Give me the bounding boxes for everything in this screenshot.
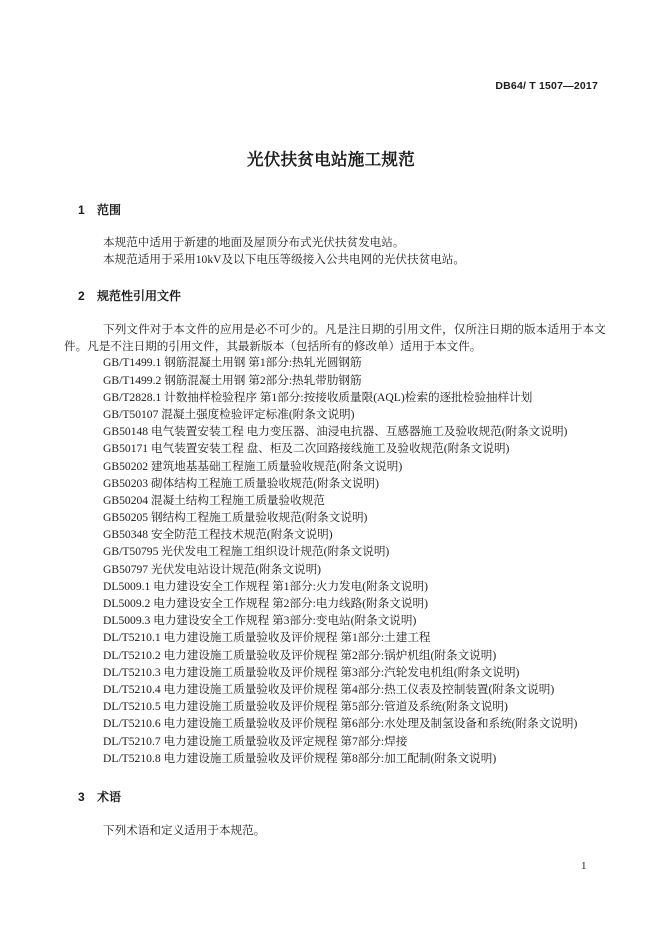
reference-item: DL/T5210.3 电力建设施工质量验收及评价规程 第3部分:汽轮发电机组(附条文说明) — [103, 665, 520, 679]
reference-item: GB50148 电气装置安装工程 电力变压器、油浸电抗器、互感器施工及验收规范(附条文说明) — [103, 425, 568, 439]
standard-code: DB64/ T 1507—2017 — [495, 80, 598, 92]
reference-item: GB50348 安全防范工程技术规范(附条文说明) — [103, 528, 333, 542]
reference-item: GB/T50795 光伏发电工程施工组织设计规范(附条文说明) — [103, 545, 390, 559]
section-title: 规范性引用文件 — [97, 289, 182, 303]
reference-item: GB50205 钢结构工程施工质量验收规范(附条文说明) — [103, 511, 368, 525]
section-number: 2 — [78, 289, 85, 303]
reference-item: DL/T5210.2 电力建设施工质量验收及评价规程 第2部分:锅炉机组(附条文说明) — [103, 648, 497, 662]
section-number: 3 — [78, 790, 85, 804]
intro-line: 件。凡是不注日期的引用文件，其最新版本（包括所有的修改单）适用于本文件。 — [64, 339, 482, 353]
reference-item: GB50202 建筑地基基础工程施工质量验收规范(附条文说明) — [103, 459, 403, 473]
scope-line: 本规范适用于采用10kV及以下电压等级接入公共电网的光伏扶贫电站。 — [103, 252, 465, 266]
section-1-heading — [78, 202, 378, 219]
section-number: 1 — [78, 203, 85, 217]
reference-item: DL/T5210.6 电力建设施工质量验收及评价规程 第6部分:水处理及制氢设备和系统(附条文说明) — [103, 717, 578, 731]
reference-item: DL5009.2 电力建设安全工作规程 第2部分:电力线路(附条文说明) — [103, 597, 428, 611]
reference-item: DL/T5210.4 电力建设施工质量验收及评价规程 第4部分:热工仪表及控制装置(附条文说明) — [103, 682, 555, 696]
reference-item: GB/T1499.1 钢筋混凝土用钢 第1部分:热轧光圆钢筋 — [103, 356, 362, 370]
page-number: 1 — [581, 860, 587, 872]
reference-item: DL/T5210.5 电力建设施工质量验收及评价规程 第5部分:管道及系统(附条文说明) — [103, 700, 508, 714]
section-3-heading — [78, 789, 378, 806]
reference-item: GB50797 光伏发电站设计规范(附条文说明) — [103, 562, 322, 576]
document-title: 光伏扶贫电站施工规范 — [247, 151, 415, 169]
terms-line: 下列术语和定义适用于本规范。 — [103, 823, 266, 837]
scope-line: 本规范中适用于新建的地面及屋顶分布式光伏扶贫发电站。 — [103, 235, 405, 249]
section-2-heading — [78, 288, 378, 305]
section-title: 术语 — [97, 790, 122, 804]
reference-item: GB50203 砌体结构工程施工质量验收规范(附条文说明) — [103, 476, 379, 490]
reference-item: DL5009.1 电力建设安全工作规程 第1部分:火力发电(附条文说明) — [103, 579, 428, 593]
intro-line: 下列文件对于本文件的应用是必不可少的。凡是注日期的引用文件，仅所注日期的版本适用于本文 — [103, 322, 606, 336]
normative-references-list — [103, 354, 577, 767]
reference-item: DL/T5210.1 电力建设施工质量验收及评价规程 第1部分:土建工程 — [103, 631, 431, 645]
reference-item: DL/T5210.8 电力建设施工质量验收及评价规程 第8部分:加工配制(附条文说明) — [103, 751, 497, 765]
reference-item: GB/T1499.2 钢筋混凝土用钢 第2部分:热轧带肋钢筋 — [103, 373, 362, 387]
reference-item: GB/T50107 混凝土强度检验评定标准(附条文说明) — [103, 407, 355, 421]
reference-item: GB/T2828.1 计数抽样检验程序 第1部分:按接收质量限(AQL)检索的逐批检验抽样计划 — [103, 390, 533, 404]
section-title: 范围 — [97, 203, 122, 217]
reference-item: DL5009.3 电力建设安全工作规程 第3部分:变电站(附条文说明) — [103, 614, 417, 628]
reference-item: GB50171 电气装置安装工程 盘、柜及二次回路接线施工及验收规范(附条文说明) — [103, 442, 510, 456]
reference-item: GB50204 混凝土结构工程施工质量验收规范 — [103, 493, 325, 507]
reference-item: DL/T5210.7 电力建设施工质量验收及评定规程 第7部分:焊接 — [103, 734, 408, 748]
